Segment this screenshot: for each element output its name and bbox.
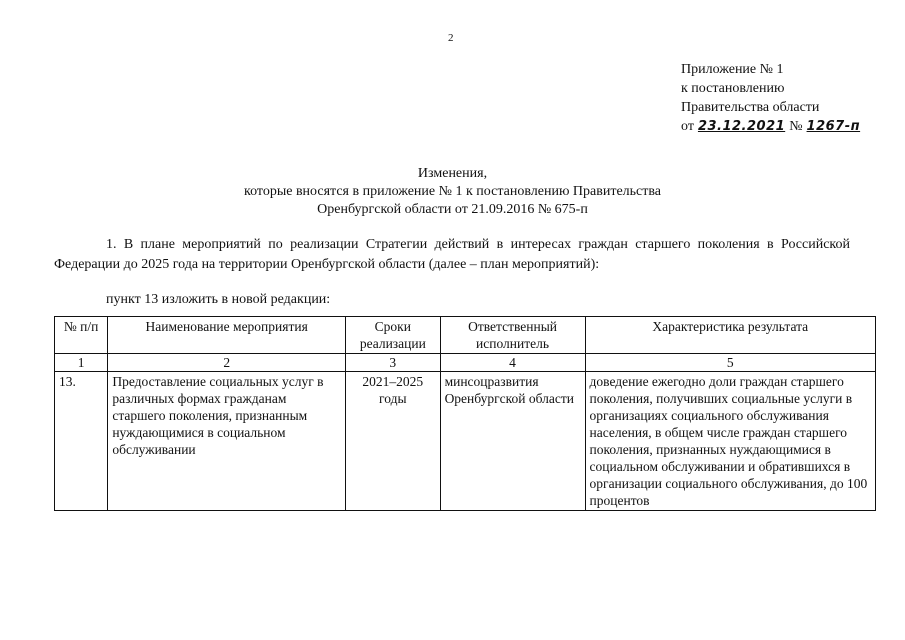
- appendix-line-2: к постановлению: [681, 81, 785, 96]
- page-number: 2: [448, 32, 454, 44]
- row-name: Предоставление социальных услуг в различных формах гражданам старшего поколения, признанным нуждающимися в социальном обслуживании: [108, 372, 346, 511]
- table-header-row: [55, 317, 876, 354]
- appendix-line-1: Приложение № 1: [681, 62, 784, 77]
- title-line-1: Изменения,: [417, 166, 488, 181]
- column-number: 1: [55, 354, 108, 372]
- header-number: № п/п: [55, 317, 108, 354]
- appendix-block: [681, 60, 860, 136]
- paragraph-1: 1. В плане мероприятий по реализации Стратегии действий в интересах граждан старшего поколения в Российской Федерации до 2025 года на территории Оренбургской области (далее – план мероприятий):: [54, 237, 850, 272]
- row-number: 13.: [55, 372, 108, 511]
- from-label: от: [681, 119, 694, 134]
- appendix-line-3: Правительства области: [681, 100, 820, 115]
- handwritten-date: 23.12.2021: [697, 119, 786, 134]
- plan-table: [54, 316, 876, 511]
- header-executor: Ответственный исполнитель: [440, 317, 585, 354]
- header-result: Характеристика результата: [585, 317, 875, 354]
- table-row: [55, 372, 876, 511]
- handwritten-number: 1267-п: [806, 119, 861, 134]
- title-line-2: которые вносятся в приложение № 1 к постановлению Правительства: [243, 184, 662, 199]
- title-line-3: Оренбургской области от 21.09.2016 № 675-п: [317, 202, 588, 217]
- column-number: 4: [440, 354, 585, 372]
- header-name: Наименование мероприятия: [108, 317, 346, 354]
- paragraph-2: пункт 13 изложить в новой редакции:: [106, 292, 331, 307]
- number-label: №: [789, 119, 803, 134]
- column-number: 5: [585, 354, 875, 372]
- appendix-date-row: [681, 117, 860, 136]
- column-numbers-row: [55, 354, 876, 372]
- row-executor: минсоцразвития Оренбургской области: [440, 372, 585, 511]
- header-period: Сроки реализации: [346, 317, 441, 354]
- document-title: [0, 165, 905, 219]
- row-period: 2021–2025 годы: [346, 372, 441, 511]
- row-result: доведение ежегодно доли граждан старшего поколения, получивших социальные услуги в организациях социального обслуживания населения, в общем числе граждан старшего поколения, признанных нуждающимися в социальном обслуживании и обратившихся в организации социального обслуживания, до 100 процентов: [585, 372, 875, 511]
- column-number: 3: [346, 354, 441, 372]
- column-number: 2: [108, 354, 346, 372]
